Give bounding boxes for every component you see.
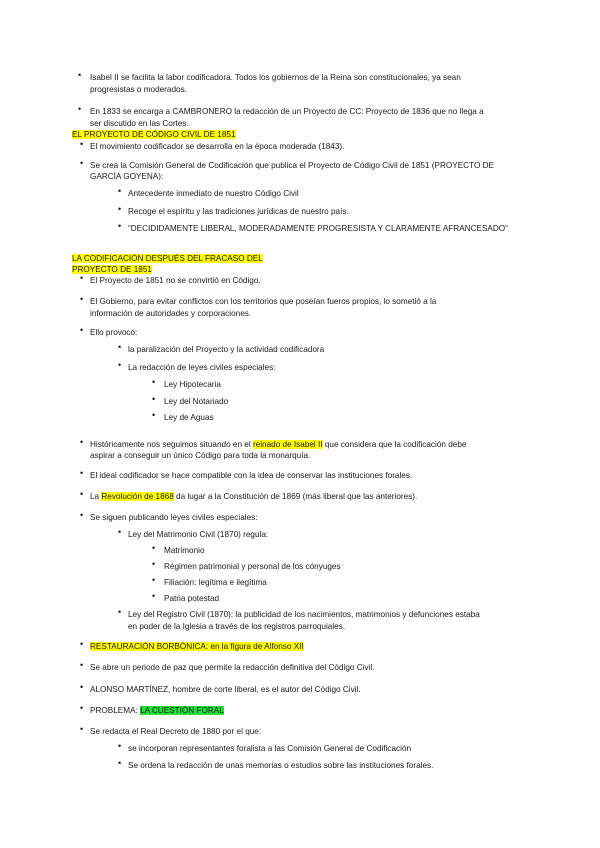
- bullet-icon: •: [152, 410, 156, 420]
- bullet-icon: •: [118, 360, 122, 370]
- text-line: Ley de Aguas: [164, 413, 214, 422]
- bullet-icon: •: [80, 660, 84, 670]
- text-line: El ideal codificador se hace compatible con la idea de conservar las instituciones forales.: [90, 471, 413, 480]
- bullet-icon: •: [80, 139, 84, 149]
- bullet-icon: •: [80, 468, 84, 478]
- bullet-icon: •: [152, 543, 156, 553]
- bullet-icon: •: [80, 325, 84, 335]
- text-line: Matrimonio: [164, 546, 205, 555]
- bullet-icon: •: [118, 221, 122, 231]
- bullet-icon: •: [118, 741, 122, 751]
- bullet-icon: •: [80, 273, 84, 283]
- text-line: Se siguen publicando leyes civiles especiales:: [90, 513, 258, 522]
- text-line: Ley del Registro Civil (1870): la publicidad de los nacimientos, matrimonios y defunciones estaba: [128, 610, 480, 619]
- section-heading: PROYECTO DE 1851: [72, 265, 152, 274]
- section-heading: EL PROYECTO DE CÓDIGO CIVIL DE 1851: [72, 130, 236, 139]
- bullet-icon: •: [118, 527, 122, 537]
- bullet-icon: •: [152, 394, 156, 404]
- text-line: ALONSO MARTÍNEZ, hombre de corte liberal, es el autor del Código Civil.: [90, 685, 361, 694]
- text-line: Filiación: legítima e ilegítima: [164, 578, 267, 587]
- bullet-icon: •: [152, 575, 156, 585]
- text-line: Históricamente nos seguimos situando en el reinado de Isabel II que considera que la codificación debe: [90, 440, 467, 449]
- text-line: se incorporan representantes foralista a las Comisión General de Codificación: [128, 744, 412, 753]
- text-line: información de autoridades y corporaciones.: [90, 309, 252, 318]
- text-line: Régimen patrimonial y personal de los cónyuges: [164, 562, 341, 571]
- text-line: Se redacta el Real Decreto de 1880 por el que:: [90, 727, 262, 736]
- text-line: progresistas o moderados.: [90, 85, 187, 94]
- bullet-icon: •: [152, 591, 156, 601]
- text-line: El Gobierno, para evitar conflictos con los territorios que poseían fueros propios, lo sometió a la: [90, 297, 437, 306]
- text-line: La redacción de leyes civiles especiales:: [128, 363, 276, 372]
- bullet-icon: •: [118, 607, 122, 617]
- bullet-icon: •: [152, 377, 156, 387]
- bullet-icon: •: [80, 294, 84, 304]
- bullet-icon: •: [152, 559, 156, 569]
- text-line: RESTAURACIÓN BORBÓNICA: en la figura de Alfonso XII: [90, 642, 304, 651]
- bullet-icon: •: [118, 186, 122, 196]
- bullet-icon: •: [80, 639, 84, 649]
- text-line: Se ordena la redacción de unas memorias o estudios sobre las instituciones forales.: [128, 761, 434, 770]
- bullet-icon: •: [80, 437, 84, 447]
- text-line: La Revolución de 1868 da lugar a la Constitución de 1869 (más liberal que las anteriores).: [90, 492, 418, 501]
- text-line: Ley del Matrimonio Civil (1870) regula:: [128, 530, 269, 539]
- bullet-icon: •: [80, 703, 84, 713]
- text-line: Patria potestad: [164, 594, 220, 603]
- text-line: Se abre un periodo de paz que permite la redacción definitiva del Código Civil.: [90, 663, 375, 672]
- bullet-icon: •: [78, 70, 82, 80]
- text-line: El movimiento codificador se desarrolla en la época moderada (1843).: [90, 142, 345, 151]
- text-line: “DECIDIDAMENTE LIBERAL, MODERADAMENTE PROGRESISTA Y CLARAMENTE AFRANCESADO”: [128, 224, 508, 233]
- bullet-icon: •: [78, 104, 82, 114]
- bullet-icon: •: [118, 758, 122, 768]
- text-line: Ello provocó:: [90, 328, 138, 337]
- text-line: aspirar a conseguir un único Código para toda la monarquía.: [90, 451, 311, 460]
- bullet-icon: •: [80, 724, 84, 734]
- section-heading: LA CODIFICACIÓN DESPUÉS DEL FRACASO DEL: [72, 254, 263, 263]
- bullet-icon: •: [118, 342, 122, 352]
- text-line: en poder de la Iglesia a través de los registros parroquiales.: [128, 622, 346, 631]
- bullet-icon: •: [80, 510, 84, 520]
- text-line: PROBLEMA: LA CUESTIÓN FORAL: [90, 706, 224, 715]
- text-line: Se crea la Comisión General de Codificación que publica el Proyecto de Código Civil de 1851 (PROYECTO DE: [90, 161, 494, 170]
- text-line: Recoge el espíritu y las tradiciones jurídicas de nuestro país.: [128, 207, 349, 216]
- text-line: GARCÍA GOYENA):: [90, 172, 164, 181]
- text-line: Ley Hipotecaria: [164, 380, 221, 389]
- text-line: Isabel II se facilita la labor codificadora. Todos los gobiernos de la Reina son constitucionales, ya sean: [90, 73, 461, 82]
- text-line: En 1833 se encarga a CAMBRONERO la redacción de un Proyecto de CC: Proyecto de 1836 que no llega a: [90, 107, 484, 116]
- bullet-icon: •: [80, 682, 84, 692]
- text-line: Ley del Notariado: [164, 397, 229, 406]
- text-line: Antecedente inmediato de nuestro Código Civil: [128, 189, 299, 198]
- text-line: la paralización del Proyecto y la actividad codificadora: [128, 345, 325, 354]
- bullet-icon: •: [80, 489, 84, 499]
- text-line: ser discutido en las Cortes.: [90, 119, 189, 128]
- text-line: El Proyecto de 1851 no se convirtió en Código.: [90, 276, 261, 285]
- bullet-icon: •: [80, 158, 84, 168]
- bullet-icon: •: [118, 204, 122, 214]
